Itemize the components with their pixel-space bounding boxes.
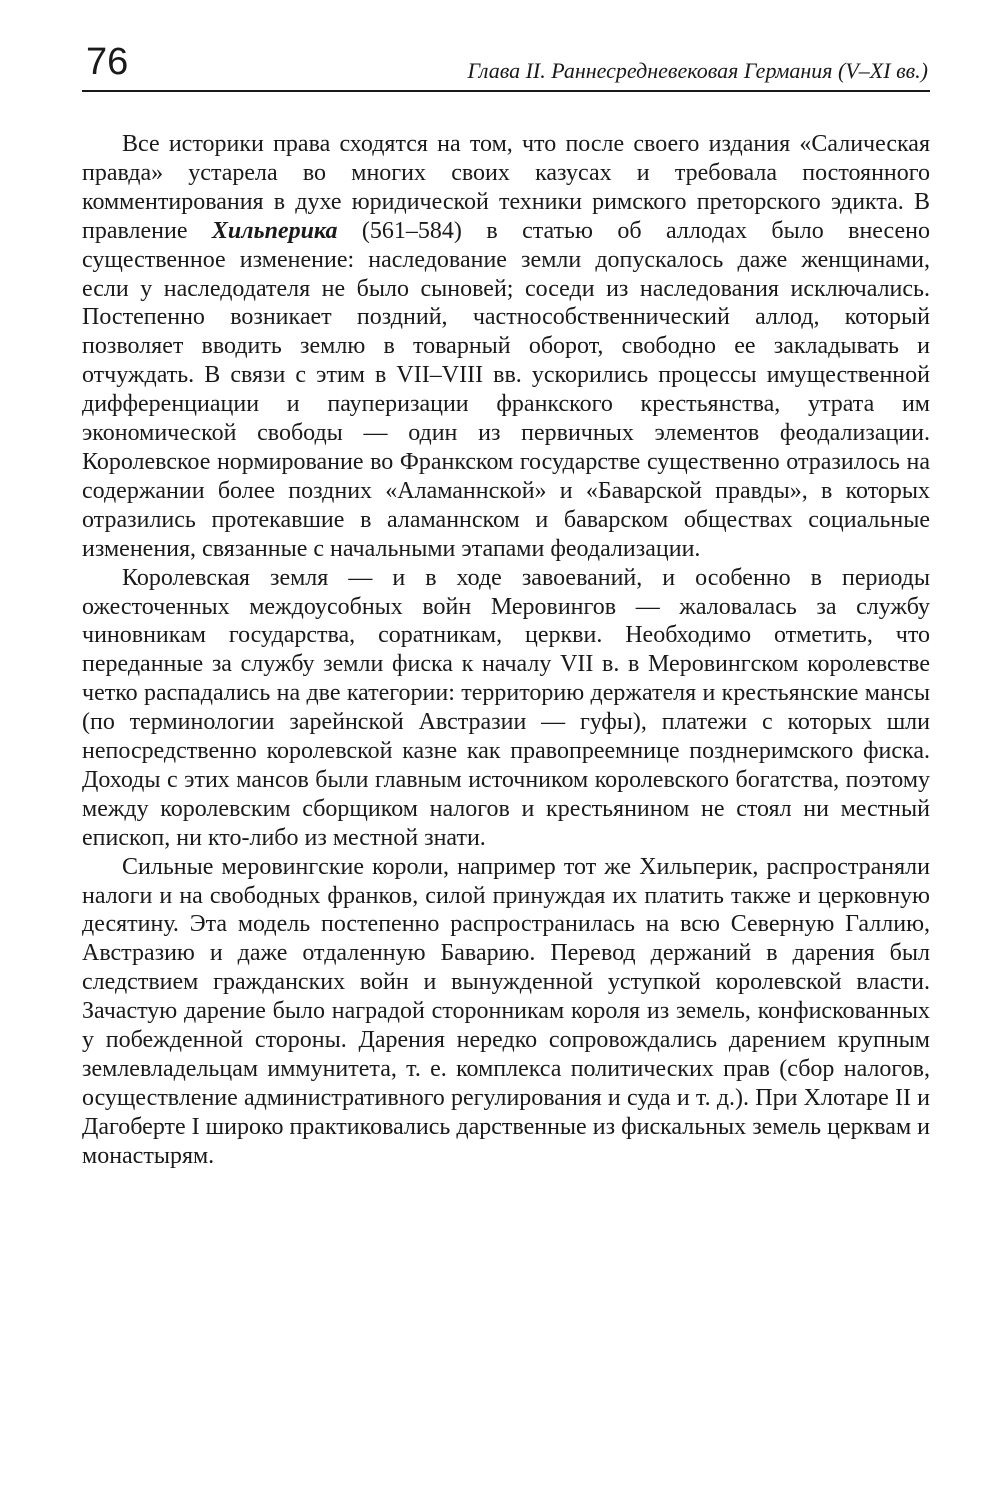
paragraph bbox=[82, 130, 930, 564]
paragraph-text: Все историки права сходятся на том, что после своего издания «Салическая правда» устарела во многих своих казусах и требовала постоянного комментирования в духе юридической техники римского преторского эдикта. В правление bbox=[82, 131, 930, 244]
page-number: 76 bbox=[86, 41, 129, 83]
paragraph: Сильные меровингские короли, например тот же Хильперик, распространяли налоги и на свободных франков, силой принуждая их платить также и церковную десятину. Эта модель постепенно распространилась на всю Северную Галлию, Австразию и даже отдаленную Баварию. Перевод держаний в дарения был следствием гражданских войн и вынужденной уступкой королевской власти. Зачастую дарение было наградой сторонникам короля из земель, конфискованных у побежденной стороны. Дарения нередко сопровождались дарением крупным землевладельцам иммунитета, т. е. комплекса политических прав (сбор налогов, осуществление административного регулирования и суда и т. д.). При Хлотаре II и Дагоберте I широко практиковались дарственные из фискальных земель церквам и монастырям. bbox=[82, 853, 930, 1169]
paragraph-text: (561–584) в статью об аллодах было внесено существенное изменение: наследование земли допускалось даже женщинами, если у наследодателя не было сыновей; соседи из наследования исключались. Постепенно возникает поздний, частнособственнический аллод, который позволяет вводить землю в товарный оборот, свободно ее закладывать и отчуждать. В связи с этим в VII–VIII вв. ускорились процессы имущественной дифференциации и пауперизации франкского крестьянства, утрата им экономической свободы — один из первичных элементов феодализации. Королевское нормирование во Франкском государстве существенно отразилось на содержании более поздних «Аламаннской» и «Баварской правды», в которых отразились протекавшие в аламаннском и баварском обществах социальные изменения, связанные с начальными этапами феодализации. bbox=[82, 217, 931, 562]
running-title: Глава II. Раннесредневековая Германия (V–XI вв.) bbox=[467, 58, 928, 83]
body-text bbox=[82, 130, 930, 1171]
page-header bbox=[82, 40, 930, 92]
paragraph: Королевская земля — и в ходе завоеваний, и особенно в периоды ожесточенных междоусобных войн Меровингов — жаловалась за службу чиновникам государства, соратникам, церкви. Необходимо отметить, что переданные за службу земли фиска к началу VII в. в Меровингском королевстве четко распадались на две категории: территорию держателя и крестьянские мансы (по терминологии зарейнской Австразии — гуфы), платежи с которых шли непосредственно королевской казне как правопреемнице позднеримского фиска. Доходы с этих мансов были главным источником королевского богатства, поэтому между королевским сборщиком налогов и крестьянином не стоял ни местный епископ, ни кто-либо из местной знати. bbox=[82, 564, 930, 851]
emphasized-name: Хильперика bbox=[211, 217, 338, 244]
book-page bbox=[82, 40, 930, 1171]
